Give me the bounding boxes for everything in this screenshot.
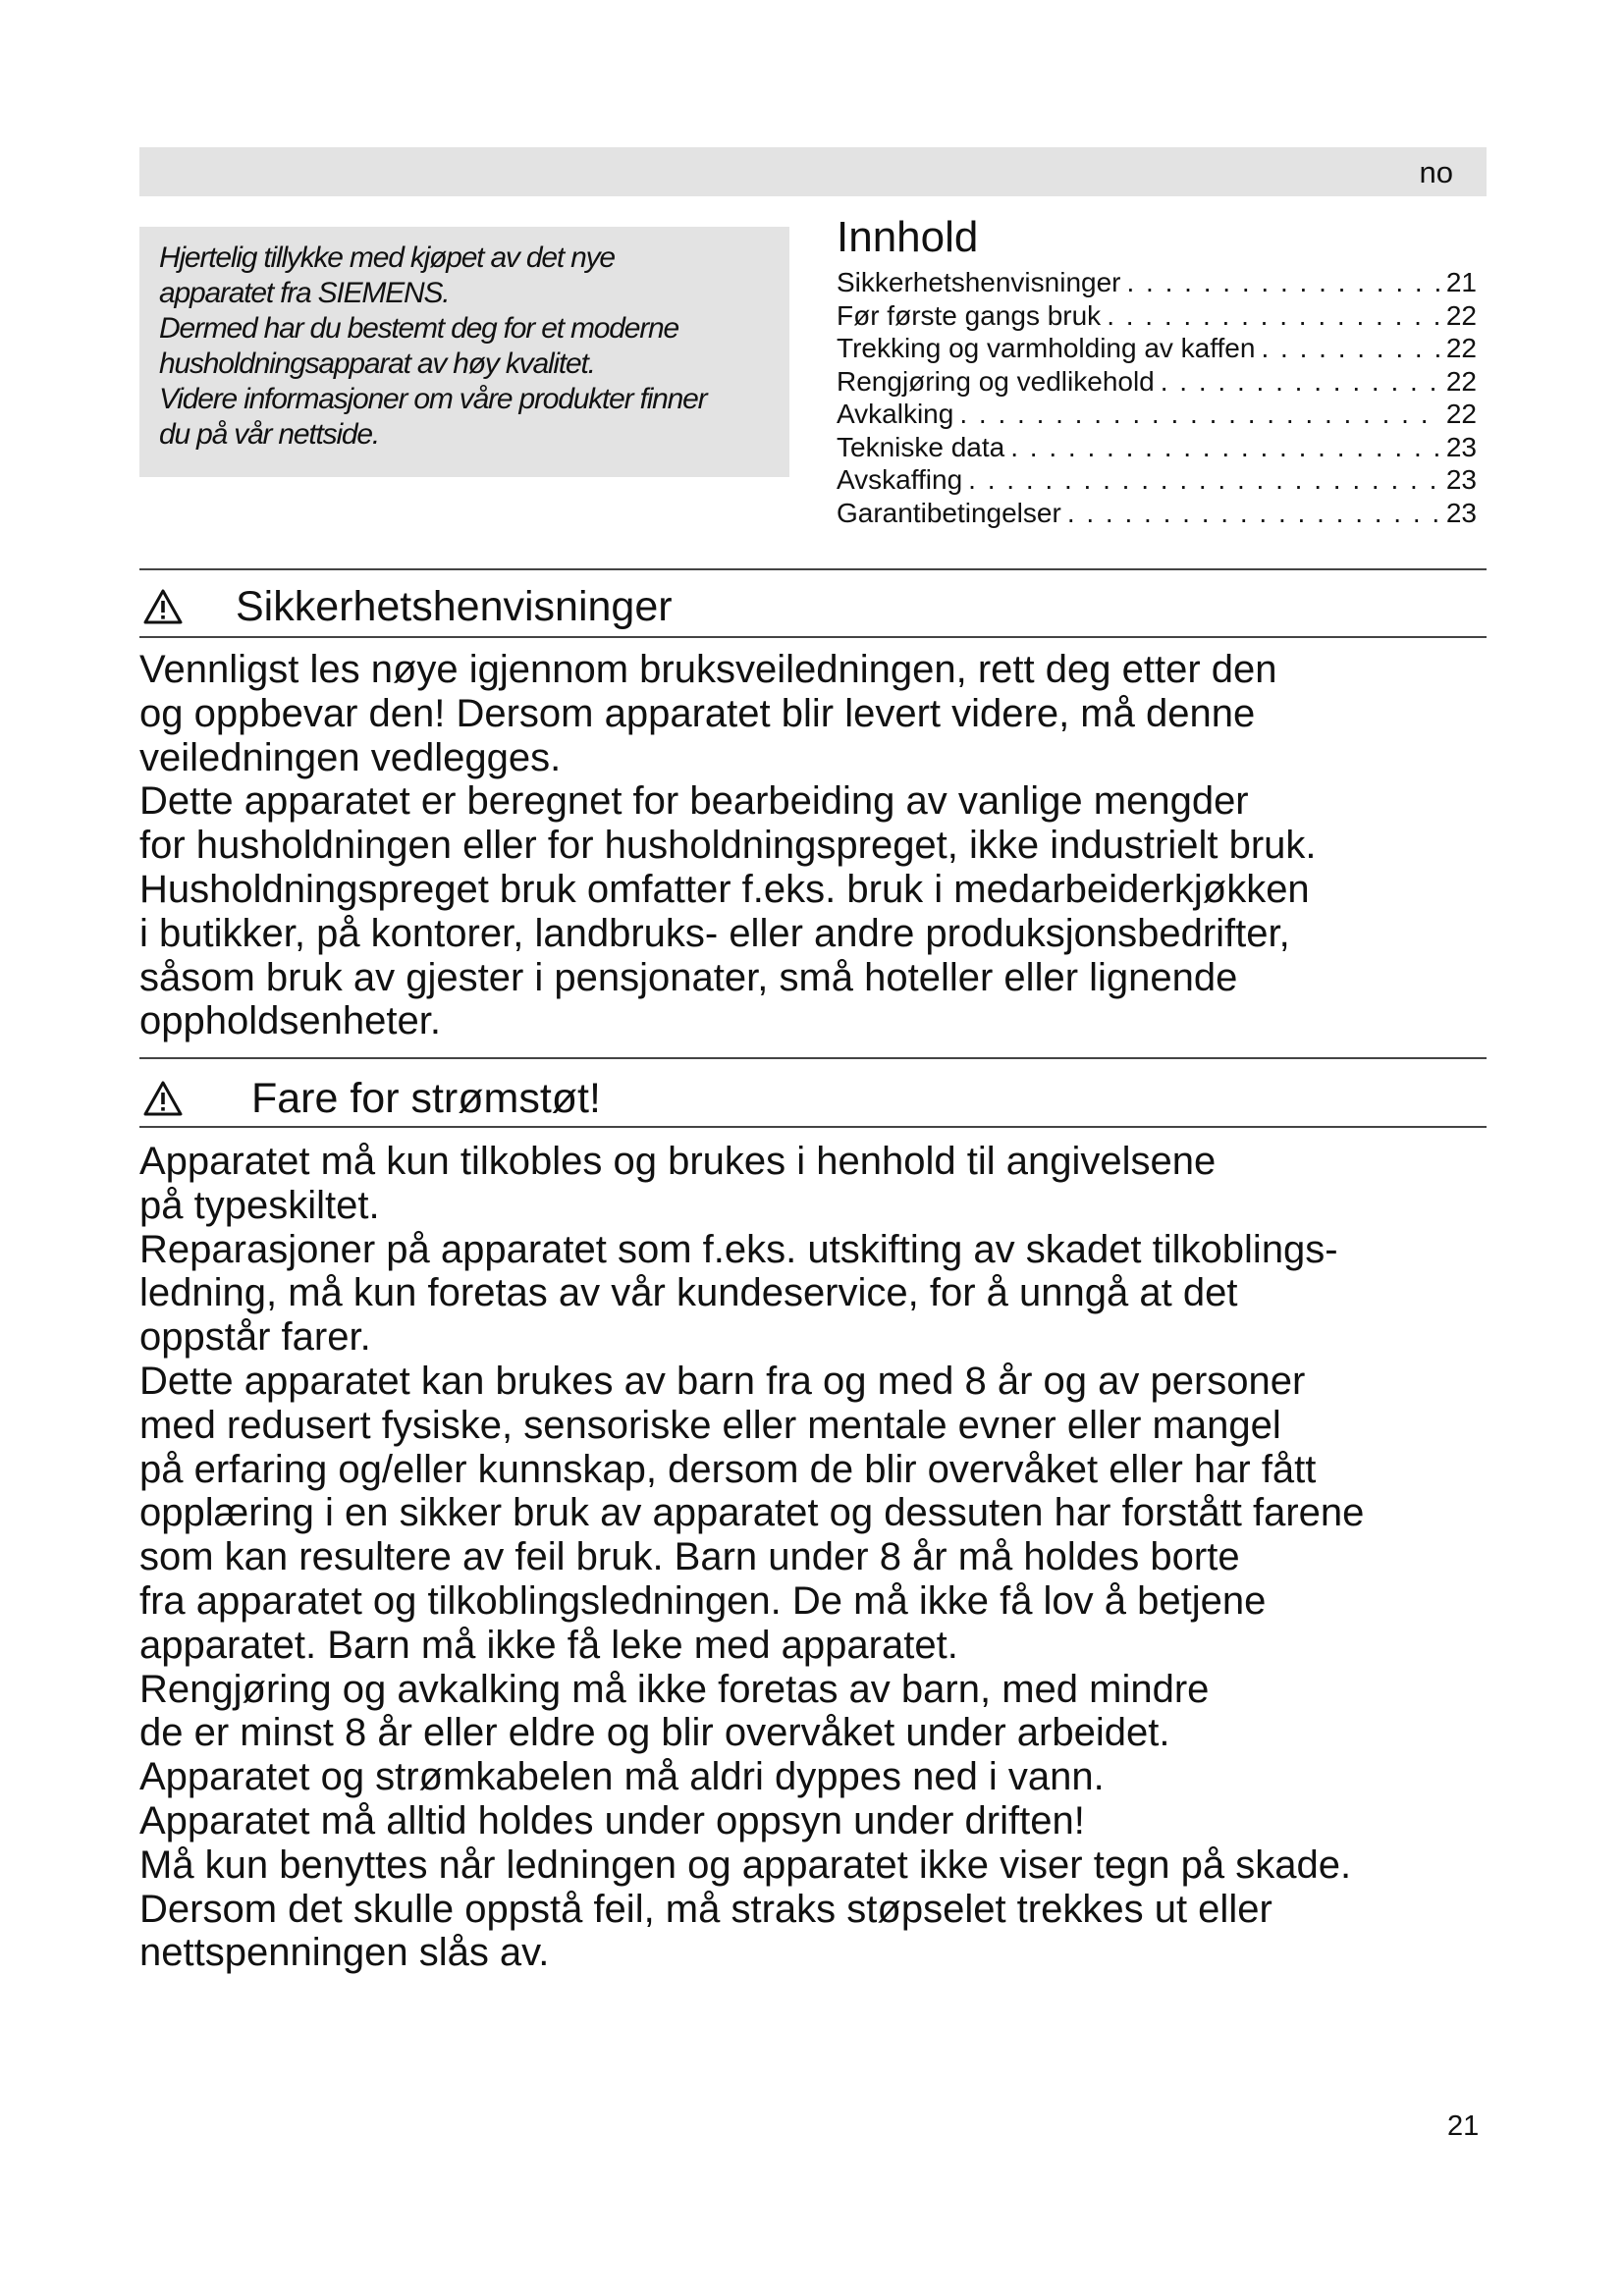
toc-leader-dots — [959, 398, 1440, 431]
toc-item-label: Tekniske data — [837, 431, 1005, 462]
toc-leader-dots — [1067, 497, 1440, 530]
language-bar — [139, 147, 1487, 196]
body-line: Må kun benyttes når ledningen og apparatet ikke viser tegn på skade. — [139, 1842, 1352, 1887]
intro-line: Hjertelig tillykke med kjøpet av det nye — [159, 241, 615, 274]
toc-item-page: 22 — [1445, 299, 1477, 331]
body-line: de er minst 8 år eller eldre og blir overvåket under arbeidet. — [139, 1711, 1170, 1755]
warning-triangle-icon — [143, 1081, 183, 1116]
body-line: fra apparatet og tilkoblingsledningen. De må ikke få lov å betjene — [139, 1578, 1267, 1623]
body-line: opplæring i en sikker bruk av apparatet og dessuten har forstått farene — [139, 1491, 1365, 1535]
toc-item-page: 23 — [1445, 497, 1477, 528]
toc-item[interactable] — [837, 266, 1477, 299]
toc-item-label: Før første gangs bruk — [837, 299, 1102, 331]
section-heading-shock — [139, 1073, 601, 1124]
body-line: såsom bruk av gjester i pensjonater, små hoteller eller lignende — [139, 955, 1238, 999]
body-line: Rengjøring og avkalking må ikke foretas av barn, med mindre — [139, 1667, 1210, 1711]
intro-line: husholdningsapparat av høy kvalitet. — [159, 347, 595, 380]
toc-item-page: 22 — [1445, 365, 1477, 397]
shock-body — [139, 1140, 1514, 1975]
toc-leader-dots — [1107, 299, 1440, 333]
section-title: Sikkerhetshenvisninger — [236, 583, 673, 630]
toc-item-page: 22 — [1445, 399, 1477, 429]
safety-body — [139, 648, 1514, 1043]
intro-line: Videre informasjoner om våre produkter finner — [159, 383, 707, 415]
toc-leader-dots — [1261, 332, 1439, 365]
toc-item-label: Avkalking — [837, 399, 954, 429]
body-line: nettspenningen slås av. — [139, 1931, 550, 1975]
toc-item-label: Rengjøring og vedlikehold — [837, 365, 1155, 397]
section-heading-safety — [139, 581, 673, 632]
section-divider — [139, 636, 1487, 638]
body-line: i butikker, på kontorer, landbruks- eller andre produksjonsbedrifter, — [139, 911, 1290, 955]
toc-item-page: 21 — [1445, 267, 1477, 297]
section-divider — [139, 1126, 1487, 1128]
toc-item-label: Trekking og varmholding av kaffen — [837, 333, 1256, 363]
body-line: Dette apparatet kan brukes av barn fra og med 8 år og av personer — [139, 1359, 1306, 1403]
language-code: no — [1419, 155, 1453, 189]
body-line: oppholdsenheter. — [139, 999, 441, 1043]
body-line: Apparatet må alltid holdes under oppsyn under driften! — [139, 1798, 1085, 1842]
body-line: med redusert fysiske, sensoriske eller mentale evner eller mangel — [139, 1403, 1281, 1447]
body-line: Dette apparatet er beregnet for bearbeiding av vanlige mengder — [139, 779, 1249, 824]
body-line: Apparatet må kun tilkobles og brukes i henhold til angivelsene — [139, 1140, 1217, 1183]
toc-item-page: 23 — [1445, 464, 1477, 495]
toc-leader-dots — [1127, 266, 1440, 299]
body-line: Vennligst les nøye igjennom bruksveiledningen, rett deg etter den — [139, 648, 1277, 691]
body-line: Apparatet og strømkabelen må aldri dyppes ned i vann. — [139, 1755, 1105, 1799]
page-number: 21 — [1447, 2110, 1480, 2142]
section-title: Fare for strømstøt! — [251, 1075, 601, 1122]
intro-line: du på vår nettside. — [159, 418, 380, 451]
body-line: veiledningen vedlegges. — [139, 735, 562, 779]
toc-item-label: Avskaffing — [837, 464, 963, 495]
intro-line: Dermed har du bestemt deg for et moderne — [159, 312, 678, 345]
toc-item-label: Sikkerhetshenvisninger — [837, 267, 1121, 297]
toc-item[interactable] — [837, 497, 1477, 530]
toc-title: Innhold — [837, 213, 979, 261]
body-line: Dersom det skulle oppstå feil, må straks støpselet trekkes ut eller — [139, 1887, 1272, 1931]
toc-item-page: 23 — [1445, 431, 1477, 462]
body-line: oppstår farer. — [139, 1315, 371, 1360]
body-line: og oppbevar den! Dersom apparatet blir levert videre, må denne — [139, 691, 1256, 735]
toc-item[interactable] — [837, 365, 1477, 399]
toc-leader-dots — [968, 463, 1440, 497]
body-line: Husholdningspreget bruk omfatter f.eks. bruk i medarbeiderkjøkken — [139, 867, 1310, 911]
table-of-contents — [837, 211, 1477, 529]
body-line: på erfaring og/eller kunnskap, dersom de blir overvåket eller har fått — [139, 1447, 1317, 1491]
section-divider — [139, 1057, 1487, 1059]
body-line: apparatet. Barn må ikke få leke med apparatet. — [139, 1623, 958, 1667]
toc-item[interactable] — [837, 332, 1477, 365]
body-line: Reparasjoner på apparatet som f.eks. utskifting av skadet tilkoblings- — [139, 1227, 1338, 1271]
toc-item[interactable] — [837, 431, 1477, 464]
body-line: som kan resultere av feil bruk. Barn under 8 år må holdes borte — [139, 1535, 1240, 1579]
section-divider — [139, 568, 1487, 570]
toc-item-label: Garantibetingelser — [837, 497, 1061, 528]
toc-item[interactable] — [837, 299, 1477, 333]
toc-item[interactable] — [837, 398, 1477, 431]
toc-leader-dots — [1161, 365, 1440, 399]
intro-line: apparatet fra SIEMENS. — [159, 277, 450, 309]
warning-triangle-icon — [143, 589, 183, 624]
body-line: ledning, må kun foretas av vår kundeservice, for å unngå at det — [139, 1271, 1238, 1315]
intro-box — [139, 227, 789, 477]
toc-leader-dots — [1010, 431, 1440, 464]
body-line: på typeskiltet. — [139, 1183, 380, 1227]
toc-item-page: 22 — [1445, 333, 1477, 363]
body-line: for husholdningen eller for husholdningspreget, ikke industrielt bruk. — [139, 824, 1317, 868]
toc-item[interactable] — [837, 463, 1477, 497]
